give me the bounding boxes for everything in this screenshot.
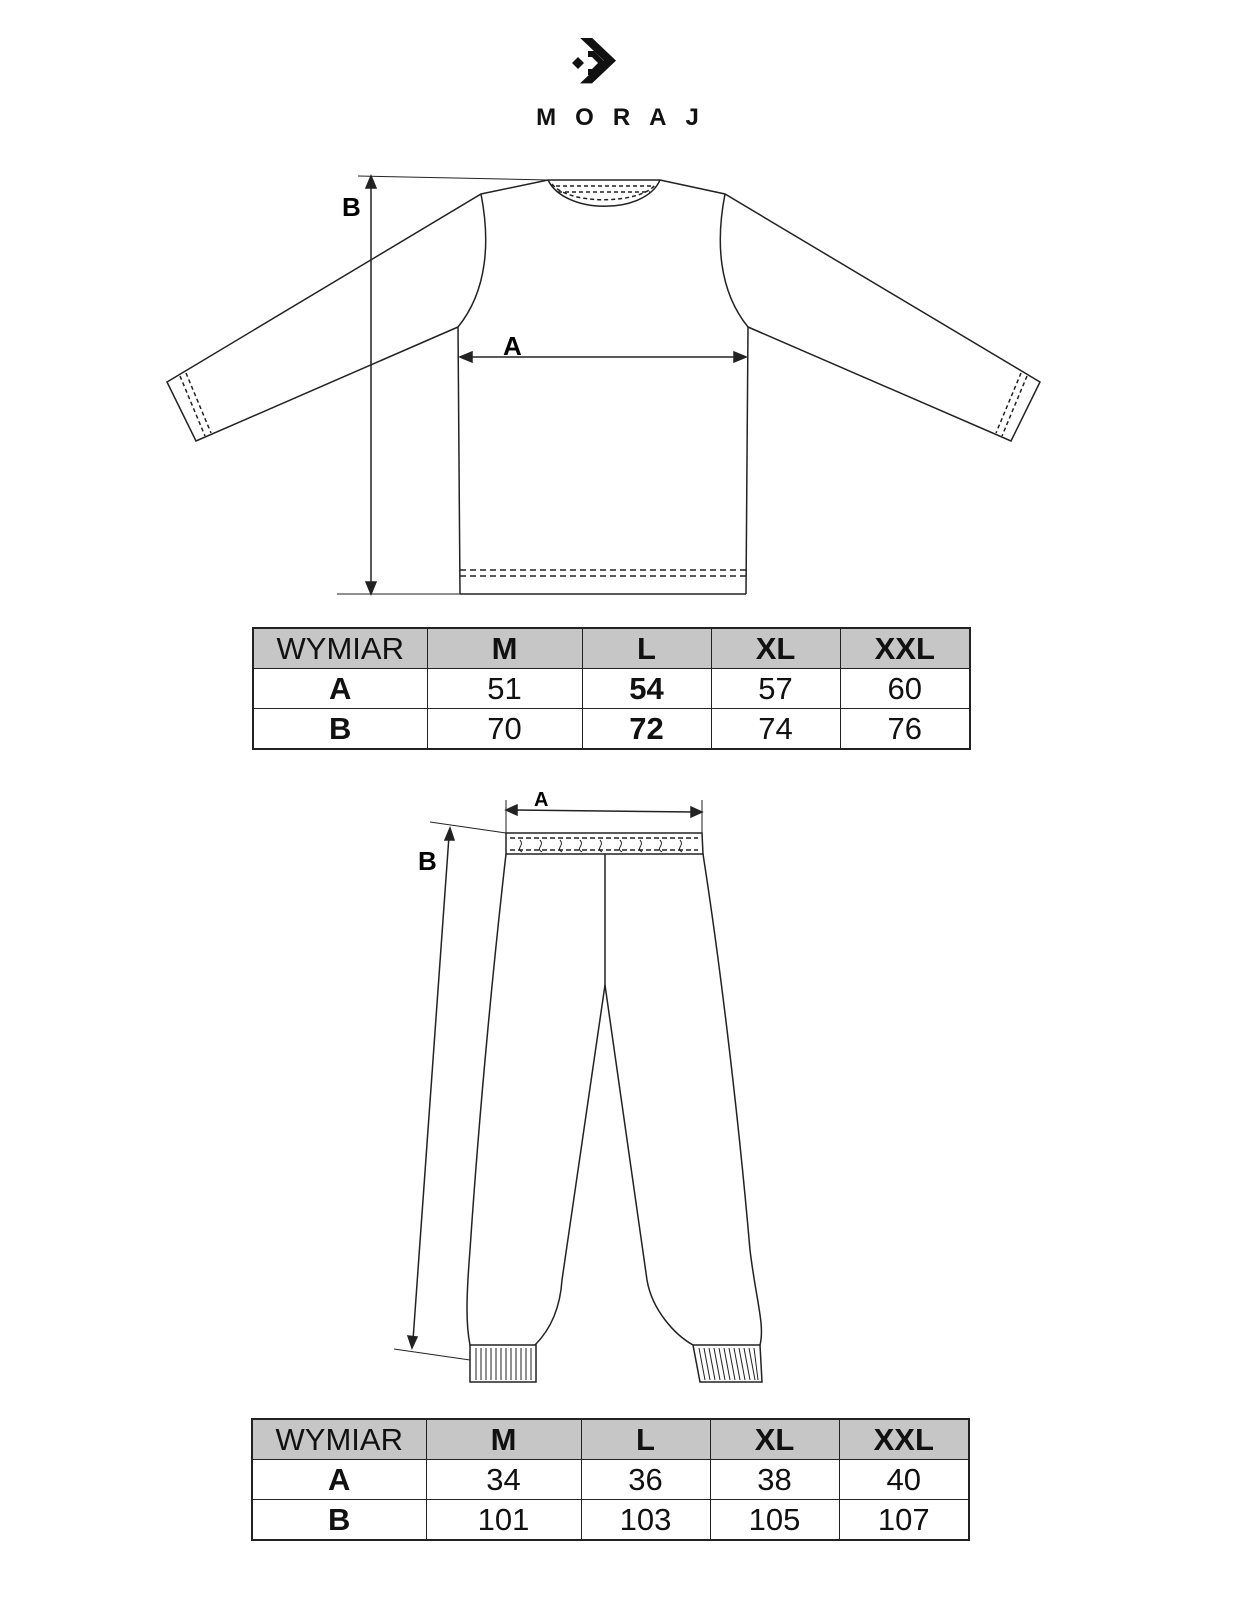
table-cell: 36	[581, 1460, 710, 1500]
header-size-m: M	[427, 628, 582, 669]
table-cell: 60	[840, 669, 970, 709]
header-size-l: L	[582, 628, 711, 669]
table-row	[252, 1500, 969, 1541]
table-cell: 57	[711, 669, 840, 709]
header-size-l: L	[581, 1419, 710, 1460]
table-cell: 74	[711, 709, 840, 750]
brand-name: MORAJ	[536, 104, 718, 131]
table-row	[252, 1460, 969, 1500]
table-cell: 101	[426, 1500, 581, 1541]
header-size-xl: XL	[711, 628, 840, 669]
pants-size-table	[251, 1418, 970, 1541]
table-cell: 34	[426, 1460, 581, 1500]
row-label: A	[252, 1460, 426, 1500]
header-size-xl: XL	[710, 1419, 839, 1460]
table-cell: 70	[427, 709, 582, 750]
table-cell: 40	[839, 1460, 969, 1500]
table-header-row	[252, 1419, 969, 1460]
shirt-label-b: B	[342, 192, 361, 222]
table-cell: 54	[582, 669, 711, 709]
header-wymiar: WYMIAR	[252, 1419, 426, 1460]
table-cell: 105	[710, 1500, 839, 1541]
pants-label-a: A	[534, 789, 549, 811]
table-cell: 51	[427, 669, 582, 709]
row-label: B	[252, 1500, 426, 1541]
row-label: B	[253, 709, 427, 750]
shirt-label-a: A	[503, 331, 522, 361]
table-cell: 107	[839, 1500, 969, 1541]
header-wymiar: WYMIAR	[253, 628, 427, 669]
header-size-xxl: XXL	[840, 628, 970, 669]
header-size-m: M	[426, 1419, 581, 1460]
pants-label-b: B	[418, 846, 437, 876]
table-cell: 72	[582, 709, 711, 750]
table-cell: 76	[840, 709, 970, 750]
header-size-xxl: XXL	[839, 1419, 969, 1460]
row-label: A	[253, 669, 427, 709]
table-cell: 38	[710, 1460, 839, 1500]
table-cell: 103	[581, 1500, 710, 1541]
